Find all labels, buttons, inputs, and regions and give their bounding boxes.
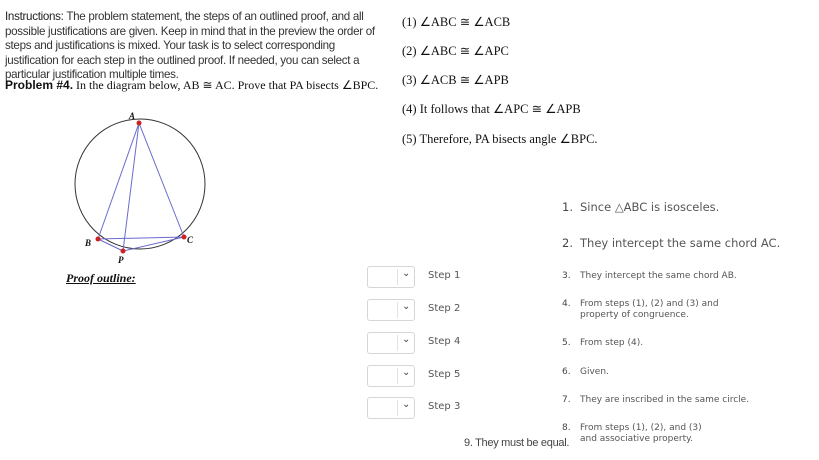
- justification-1-text[interactable]: Since △ABC is isosceles.: [580, 200, 720, 214]
- proof-step-5: (5) Therefore, PA bisects angle ∠BPC.: [402, 132, 598, 146]
- instructions-label: Instructions:: [5, 10, 64, 23]
- dropdown-divider: [397, 302, 398, 318]
- step-3-dropdown[interactable]: [367, 397, 415, 419]
- justification-6-text[interactable]: Given.: [580, 367, 609, 377]
- circle-diagram: [60, 105, 220, 265]
- justification-4-text[interactable]: From steps (1), (2) and (3) and property of congruence.: [580, 299, 719, 320]
- proof-step-1: (1) ∠ABC ≅ ∠ACB: [402, 15, 511, 29]
- justification-7-text[interactable]: They are inscribed in the same circle.: [580, 395, 750, 405]
- point-b: [96, 237, 101, 242]
- segment-bc: [98, 237, 184, 239]
- justification-8-number: 8.: [562, 423, 571, 433]
- justification-3-text[interactable]: They intercept the same chord AB.: [580, 271, 737, 281]
- chevron-down-icon: ⌄: [402, 399, 411, 410]
- chevron-down-icon: ⌄: [402, 334, 411, 345]
- label-c: C: [187, 235, 194, 245]
- dropdown-divider: [397, 368, 398, 384]
- justification-2-text[interactable]: They intercept the same chord AC.: [580, 236, 781, 250]
- label-a: A: [129, 111, 136, 121]
- chevron-down-icon: ⌄: [402, 367, 411, 378]
- point-c: [182, 235, 187, 240]
- segment-ac: [139, 123, 184, 237]
- problem-label: Problem #4.: [5, 78, 74, 92]
- justification-5-text[interactable]: From step (4).: [580, 338, 644, 348]
- instructions-text: The problem statement, the steps of an outlined proof, and all possible justifications are given. Keep in mind that in the preview the order of steps and justifications is mixed. Your task is to select corresponding justification for each step in the outlined proof. If needed, you can select a particular justification multiple times.: [5, 10, 375, 82]
- justification-1-number: 1.: [562, 200, 573, 214]
- proof-step-3: (3) ∠ACB ≅ ∠APB: [402, 73, 509, 87]
- justification-9[interactable]: [464, 437, 569, 449]
- justification-7-number: 7.: [562, 395, 571, 405]
- proof-outline-label: Proof outline:: [66, 271, 136, 285]
- dropdown-divider: [397, 269, 398, 285]
- justification-5-number: 5.: [562, 338, 571, 348]
- proof-step-2: (2) ∠ABC ≅ ∠APC: [402, 44, 509, 58]
- point-a: [137, 121, 142, 126]
- problem-text: In the diagram below, AB ≅ AC. Prove that PA bisects ∠BPC.: [73, 78, 379, 92]
- justification-9-number: 9.: [464, 437, 473, 449]
- diagram-lines: [98, 123, 184, 251]
- step-2-dropdown[interactable]: [367, 299, 415, 321]
- justification-6-number: 6.: [562, 367, 571, 377]
- step-2-label: Step 2: [428, 303, 461, 314]
- step-1-label: Step 1: [428, 270, 461, 281]
- point-p: [121, 249, 126, 254]
- dropdown-divider: [397, 335, 398, 351]
- step-4-label: Step 4: [428, 336, 461, 347]
- problem-statement: [5, 78, 385, 93]
- segment-ap: [123, 123, 139, 251]
- step-5-label: Step 5: [428, 369, 461, 380]
- label-b: B: [85, 238, 92, 248]
- step-5-dropdown[interactable]: [367, 365, 415, 387]
- segment-pc: [123, 237, 184, 251]
- justification-4-number: 4.: [562, 299, 571, 309]
- justification-9-text: They must be equal.: [475, 437, 570, 449]
- step-3-label: Step 3: [428, 401, 461, 412]
- circle: [75, 119, 205, 249]
- dropdown-divider: [397, 400, 398, 416]
- segment-ab: [98, 123, 139, 239]
- justification-3-number: 3.: [562, 271, 571, 281]
- step-4-dropdown[interactable]: [367, 332, 415, 354]
- instructions: [5, 10, 377, 83]
- chevron-down-icon: ⌄: [402, 301, 411, 312]
- proof-step-4: (4) It follows that ∠APC ≅ ∠APB: [402, 102, 581, 116]
- segment-bp: [98, 239, 123, 251]
- chevron-down-icon: ⌄: [402, 268, 411, 279]
- justification-8-text[interactable]: From steps (1), (2), and (3) and associative property.: [580, 423, 702, 444]
- step-1-dropdown[interactable]: [367, 266, 415, 288]
- justification-2-number: 2.: [562, 236, 573, 250]
- label-p: P: [118, 255, 124, 265]
